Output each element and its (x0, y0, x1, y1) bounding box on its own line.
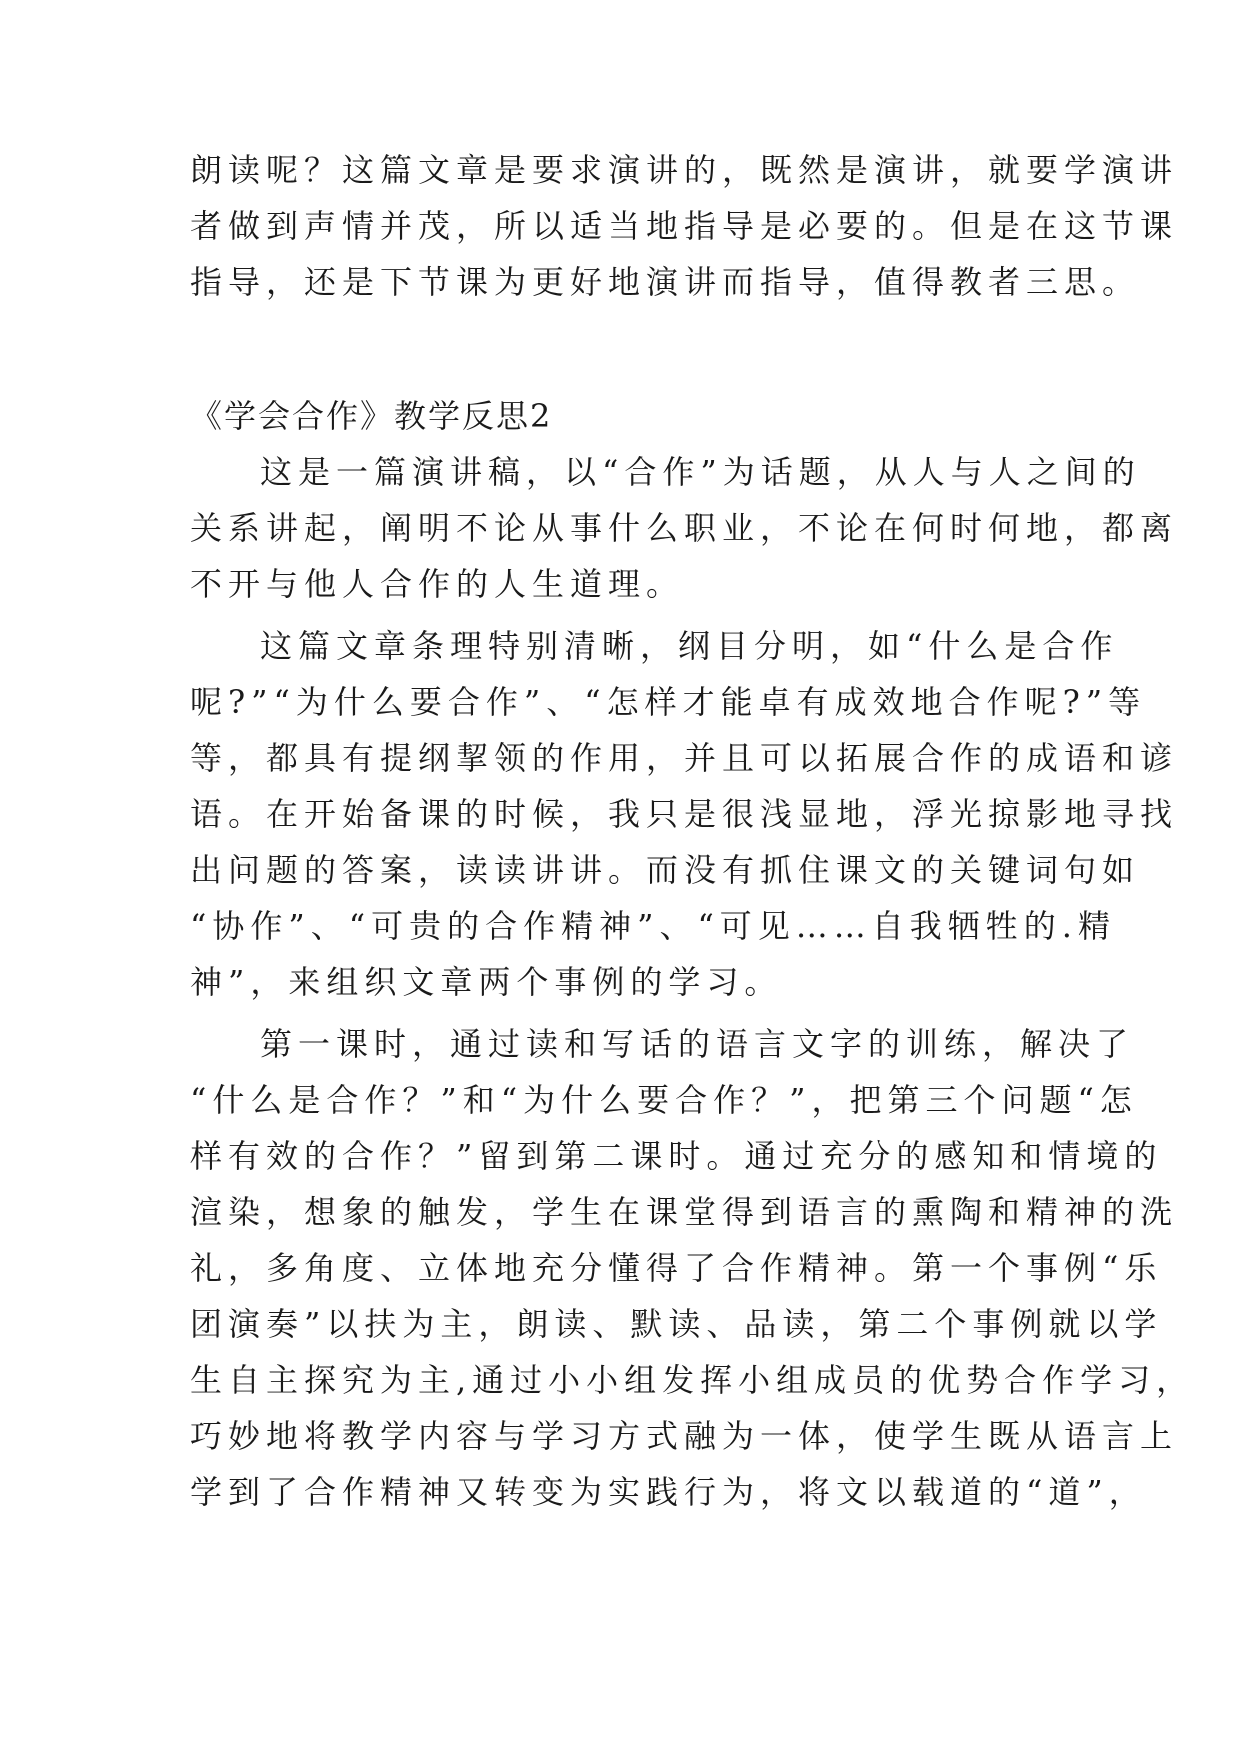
paragraph-line: 这篇文章条理特别清晰，纲目分明，如“什么是合作 (260, 627, 1119, 665)
paragraph-line: 等，都具有提纲挈领的作用，并且可以拓展合作的成语和谚 (190, 739, 1179, 777)
paragraph-line: 神”，来组织文章两个事例的学习。 (190, 963, 783, 1001)
paragraph-line: 团演奏”以扶为主，朗读、默读、品读，第二个事例就以学 (190, 1305, 1163, 1343)
intro-line: 朗读呢？这篇文章是要求演讲的，既然是演讲，就要学演讲 (190, 151, 1179, 189)
paragraph-line: 渲染，想象的触发，学生在课堂得到语言的熏陶和精神的洗 (190, 1193, 1179, 1231)
intro-line: 者做到声情并茂，所以适当地指导是必要的。但是在这节课 (190, 207, 1179, 245)
paragraph-line: 生自主探究为主,通过小小组发挥小组成员的优势合作学习， (190, 1361, 1195, 1399)
paragraph-line: 呢?”“为什么要合作”、“怎样才能卓有成效地合作呢?”等 (190, 683, 1147, 721)
paragraph-line: 关系讲起，阐明不论从事什么职业，不论在何时何地，都离 (190, 509, 1179, 547)
paragraph-line: 巧妙地将教学内容与学习方式融为一体，使学生既从语言上 (190, 1417, 1179, 1455)
paragraph-line: 出问题的答案，读读讲讲。而没有抓住课文的关键词句如 (190, 851, 1141, 889)
paragraph-line: 样有效的合作？”留到第二课时。通过充分的感知和情境的 (190, 1137, 1163, 1175)
paragraph-line: 礼，多角度、立体地充分懂得了合作精神。第一个事例“乐 (190, 1249, 1163, 1287)
paragraph-line: “协作”、“可贵的合作精神”、“可见……自我牺牲的.精 (190, 907, 1116, 945)
intro-line: 指导，还是下节课为更好地演讲而指导，值得教者三思。 (190, 263, 1141, 301)
paragraph-line: 学到了合作精神又转变为实践行为，将文以载道的“道”， (190, 1473, 1147, 1511)
paragraph-line: “什么是合作？”和“为什么要合作？”，把第三个问题“怎 (190, 1081, 1138, 1119)
section-title: 《学会合作》教学反思2 (190, 397, 553, 435)
paragraph-line: 不开与他人合作的人生道理。 (190, 565, 685, 603)
paragraph-line: 第一课时，通过读和写话的语言文字的训练，解决了 (260, 1025, 1135, 1063)
paragraph-line: 语。在开始备课的时候，我只是很浅显地，浮光掠影地寻找 (190, 795, 1179, 833)
paragraph-line: 这是一篇演讲稿，以“合作”为话题，从人与人之间的 (260, 453, 1141, 491)
